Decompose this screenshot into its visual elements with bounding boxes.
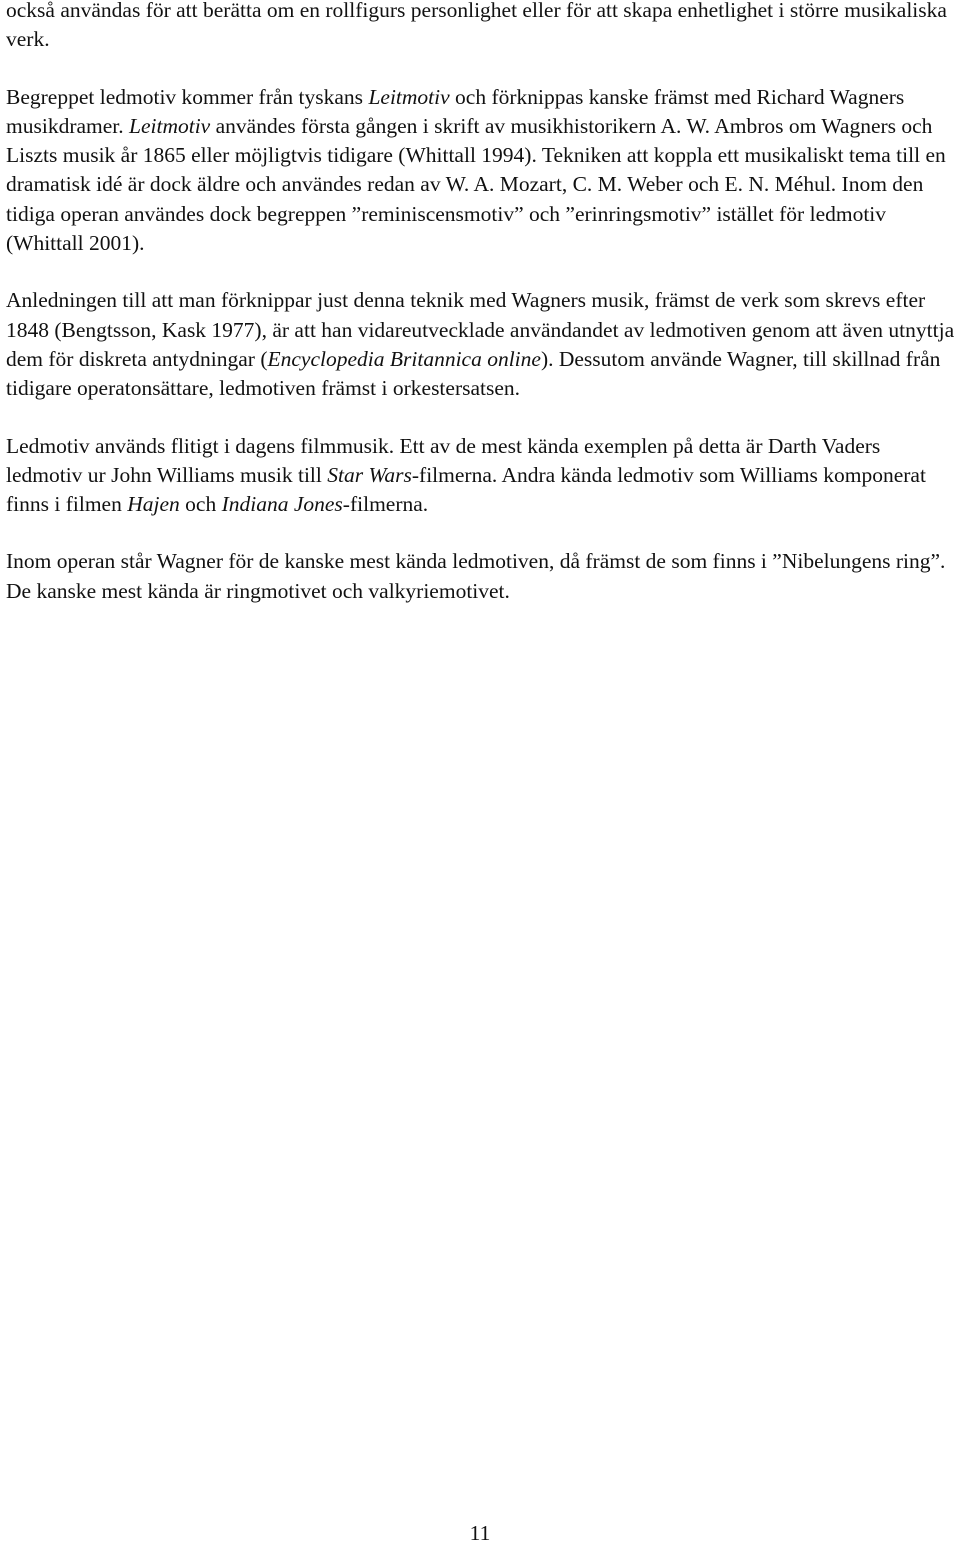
paragraph-opera [6, 547, 956, 606]
text-run: också användas för att berätta om en rollfigurs personlighet eller för att skapa enhetlighet i större musikaliska verk. [6, 0, 947, 52]
italic-title: Indiana Jones [221, 492, 343, 517]
text-run: Anledningen till att man förknippar just denna teknik med Wagners musik, främst de verk som skrevs efter 1848 (Bengtsson, Kask 1977), är att han vidareutvecklade användandet av ledmotiven genom att även utnyttja dem för diskreta antydningar ( [6, 288, 955, 371]
text-run: ). Dessutom använde Wagner, till skillnad från tidigare operatonsättare, ledmotiven främst i orkestersatsen. [6, 346, 941, 401]
text-run: och förknippas kanske främst med Richard Wagners musikdramer. [6, 84, 905, 138]
text-run: Inom operan står Wagner för de kanske mest kända ledmotiven, då främst de som finns i ”Nibelungens ring”. De kanske mest kända är ringmotivet och valkyriemotivet. [6, 549, 946, 603]
paragraph-film-music [6, 432, 956, 520]
body-text [6, 0, 956, 606]
text-run: -filmerna. Andra kända ledmotiv som Williams komponerat finns i filmen [6, 462, 926, 517]
paragraph-continuation [6, 0, 956, 55]
italic-term: Leitmotiv [129, 113, 211, 138]
italic-title: Hajen [127, 492, 180, 517]
text-run: användes första gången i skrift av musikhistorikern A. W. Ambros om Wagners och Liszts musik år 1865 eller möjligtvis tidigare (Whittall 1994). Tekniken att koppla ett musikaliskt tema till en dramatisk idé är dock äldre och användes redan av W. A. Mozart, C. M. Weber och E. N. Méhul. Inom den tidiga operan användes dock begreppen ”reminiscensmotiv” och ”erinringsmotiv” istället för ledmotiv (Whittall 2001). [6, 113, 946, 256]
document-page [6, 0, 956, 634]
text-run: -filmerna. [342, 492, 429, 517]
italic-title: Star Wars [327, 462, 412, 487]
paragraph-leitmotiv-origin [6, 83, 956, 259]
paragraph-wagner-technique [6, 286, 956, 403]
text-run: Ledmotiv används flitigt i dagens filmmusik. Ett av de mest kända exemplen på detta är Darth Vaders ledmotiv ur John Williams musik till [6, 433, 881, 487]
italic-citation: Encyclopedia Britannica online [267, 346, 541, 371]
text-run: Begreppet ledmotiv kommer från tyskans [6, 84, 369, 109]
text-run: och [179, 492, 222, 517]
page-number: 11 [469, 1521, 491, 1545]
italic-term: Leitmotiv [368, 84, 450, 109]
